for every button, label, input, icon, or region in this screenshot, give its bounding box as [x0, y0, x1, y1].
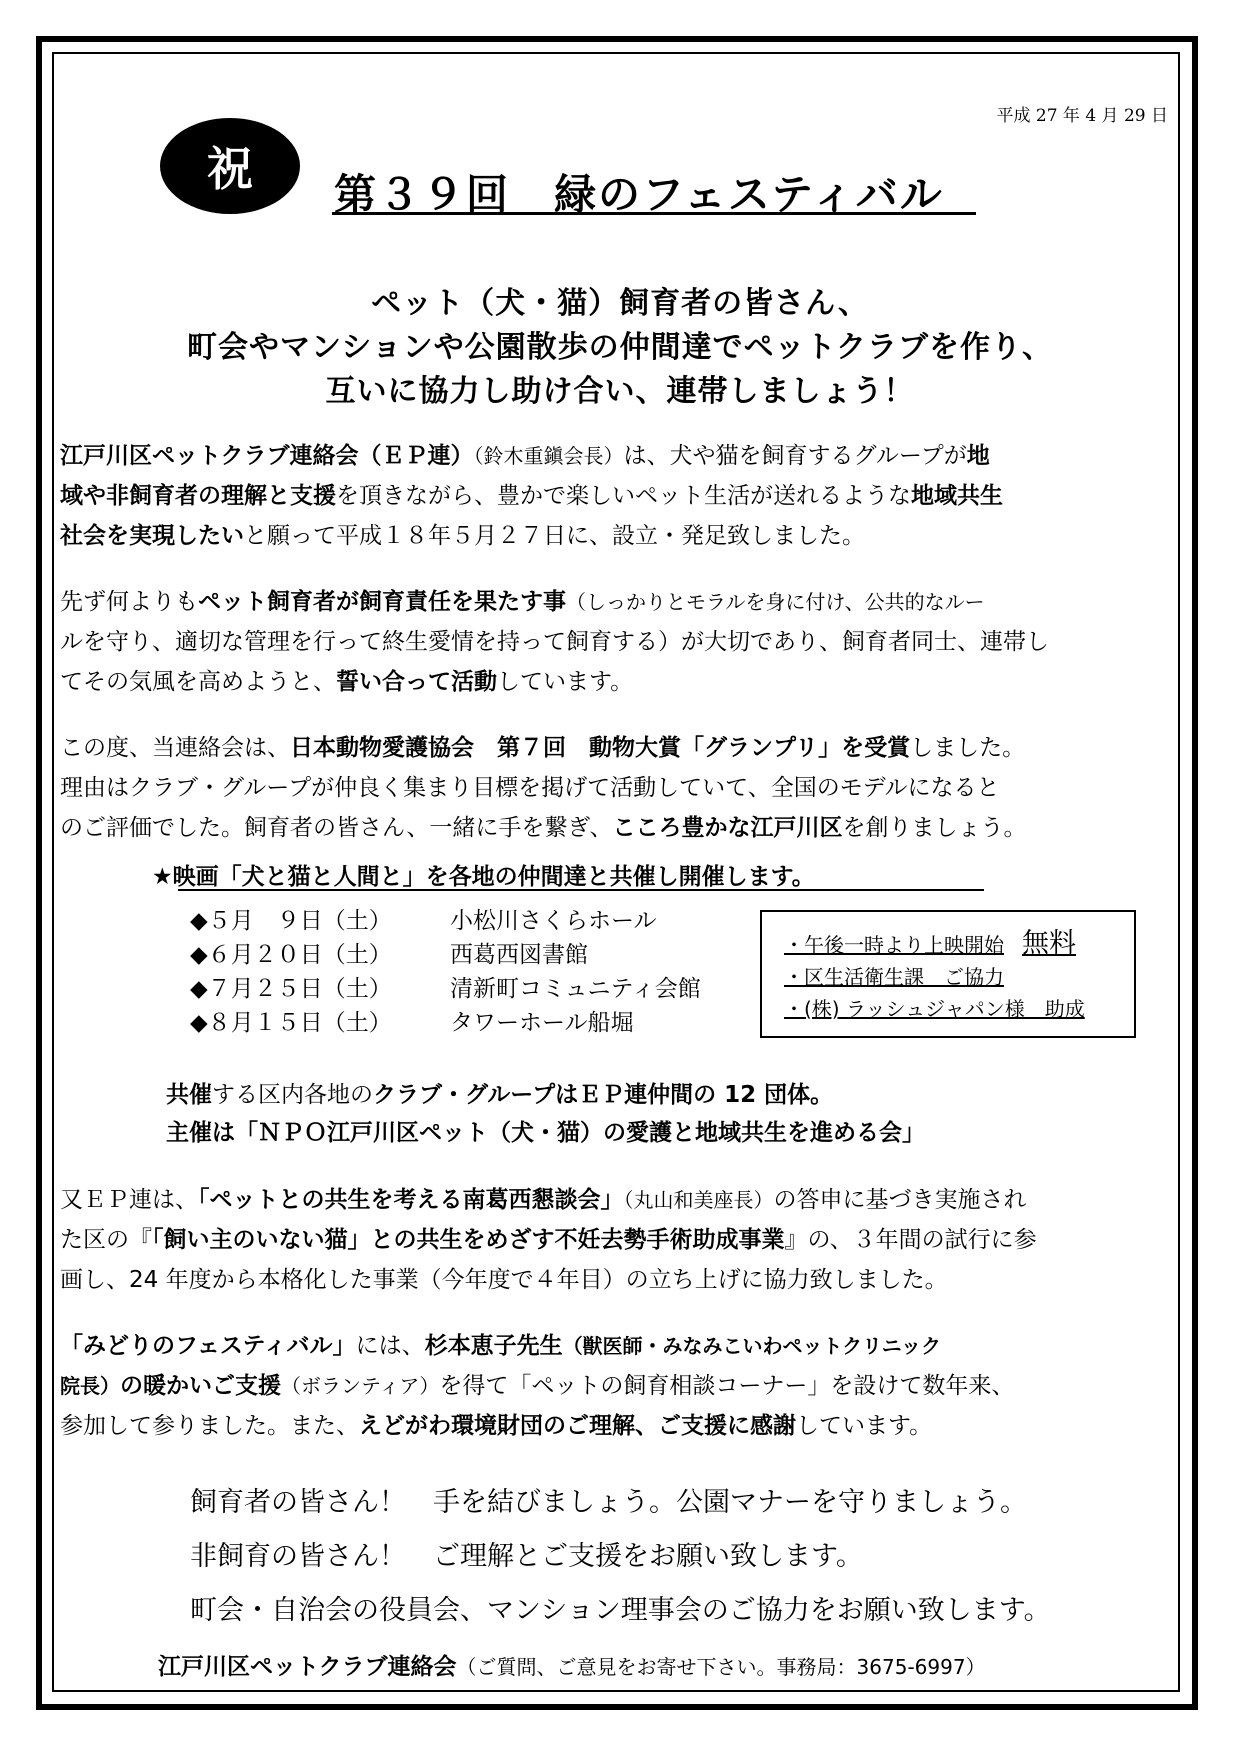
schedule-date: ◆７月２５日（土） — [190, 976, 392, 1002]
schedule-venue: 西葛西図書館 — [450, 942, 588, 968]
schedule-date: ◆８月１５日（土） — [190, 1010, 392, 1036]
text-bold: （獣医師・みなみこいわペットクリニック — [562, 1334, 941, 1358]
footer — [158, 1648, 986, 1681]
screening-info-box — [760, 910, 1136, 1038]
info-line — [784, 961, 1134, 993]
paragraph-line — [60, 768, 1180, 808]
paragraph-line — [60, 622, 1180, 662]
paragraph-line — [60, 808, 1180, 848]
info-line — [784, 993, 1134, 1025]
text: は、犬や猫を飼育するグループが — [623, 443, 967, 469]
free-admission: 無料 — [1022, 928, 1076, 959]
text: の答申に基づき実施され — [773, 1187, 1027, 1213]
org-name: 江戸川区ペットクラブ連絡会（ＥＰ連） — [60, 443, 474, 469]
text: のご評価でした。飼育者の皆さん、一緒に手を繋ぎ、 — [60, 815, 613, 841]
paragraph-line — [60, 1406, 1180, 1446]
text: には、 — [355, 1333, 425, 1359]
paragraph-line — [60, 436, 1180, 476]
text-bold: 「みどりのフェスティバル」 — [60, 1333, 356, 1359]
text-note: （丸山和美座長） — [623, 1188, 774, 1212]
text: しました。 — [910, 735, 1026, 761]
document-date: 平成 27 年 4 月 29 日 — [996, 106, 1168, 126]
paragraph-line — [60, 662, 1180, 702]
celebration-badge: 祝 — [160, 118, 300, 214]
schedule-venue: タワーホール船堀 — [450, 1010, 634, 1036]
schedule-date: ◆６月２０日（土） — [190, 942, 392, 968]
schedule-row — [190, 1006, 701, 1040]
footer-org: 江戸川区ペットクラブ連絡会 — [158, 1654, 457, 1680]
text-bold: 共催 — [166, 1082, 212, 1108]
text: を得て「ペットの飼育相談コーナー」を設けて数年来、 — [439, 1373, 1015, 1399]
schedule-row — [190, 972, 701, 1006]
screening-schedule — [190, 904, 701, 1040]
movie-heading-underline — [178, 889, 984, 891]
text-bold: 域や非飼育者の理解と支援 — [60, 483, 336, 509]
text-bold: えどがわ環境財団のご理解、ご支援に感謝 — [359, 1413, 796, 1439]
text: と願って平成１８年５月２７日に、設立・発足致しました。 — [244, 523, 865, 549]
text-bold: 社会を実現したい — [60, 523, 244, 549]
text-bold: は「ＮＰＯ江戸川区ペット（犬・猫）の愛護と地域共生を進める会」 — [212, 1120, 925, 1146]
text: しています。 — [497, 669, 634, 695]
text: この度、当連絡会は、 — [60, 735, 290, 761]
paragraph-line — [60, 582, 1180, 622]
text: 理由はクラブ・グループが仲良く集まり目標を掲げて活動していて、全国のモデルになると — [60, 775, 1000, 801]
text: 先ず何よりも — [60, 589, 198, 615]
text-bold: 地 — [966, 443, 990, 469]
text: 又ＥＰ連は、 — [60, 1187, 198, 1213]
text: 』の、３年間の試行に参 — [784, 1227, 1037, 1253]
paragraph-intro — [60, 436, 1180, 556]
paragraph-line — [60, 516, 1180, 556]
chairman: （鈴木重鎭会長） — [473, 444, 624, 468]
schedule-row — [190, 904, 701, 938]
appeal-line: 町会・自治会の役員会、マンション理事会のご協力をお願い致します。 — [190, 1595, 1051, 1626]
text-bold: 「飼い主のいない猫」との共生をめざす不妊去勢手術助成事業 — [152, 1227, 785, 1253]
paragraph-line — [60, 1260, 1180, 1300]
schedule-row — [190, 938, 701, 972]
text-bold: 主催 — [166, 1120, 212, 1146]
info-line — [784, 928, 1134, 961]
paragraph-award — [60, 728, 1180, 848]
paragraph-line — [60, 728, 1180, 768]
text-bold: 「ペットとの共生を考える南葛西懇談会」 — [198, 1187, 624, 1213]
movie-heading: ★映画「犬と猫と人間と」を各地の仲間達と共催し開催します。 — [152, 864, 815, 890]
paragraph-responsibility — [60, 582, 1180, 702]
organizer-line — [166, 1114, 925, 1147]
headline-line-2: 町会やマンションや公園散歩の仲間達でペットクラブを作り、 — [186, 330, 1054, 365]
text-bold: クラブ・グループはＥＰ連仲間の 12 団体。 — [373, 1082, 834, 1108]
appeal-line: 飼育者の皆さん！ 手を結びましょう。公園マナーを守りましょう。 — [190, 1487, 1027, 1518]
text-bold: 地域共生 — [911, 483, 1003, 509]
text: 参加して参りました。また、 — [60, 1413, 359, 1439]
paragraph-line — [60, 476, 1180, 516]
appeal-line: 非飼育の皆さん！ ご理解とご支援をお願い致します。 — [190, 1541, 863, 1572]
text: ルを守り、適切な管理を行って終生愛情を持って飼育する）が大切であり、飼育者同士、連帯し — [60, 629, 1049, 655]
paragraph-line — [60, 1326, 1180, 1366]
text: た区の『 — [60, 1227, 152, 1253]
text-bold: 院長） — [60, 1374, 120, 1398]
cooperation: ・区生活衛生課 ご協力 — [784, 965, 1004, 989]
text: しています。 — [796, 1413, 933, 1439]
text-note: （しっかりとモラルを身に付け、公共的なルー — [566, 590, 985, 614]
schedule-date: ◆５月 ９日（土） — [190, 908, 392, 934]
paragraph-cats-program — [60, 1180, 1180, 1300]
headline-line-3: 互いに協力し助け合い、連帯しましょう！ — [325, 374, 915, 409]
paragraph-line — [60, 1366, 1180, 1406]
text: する区内各地の — [212, 1082, 373, 1108]
text-bold: 日本動物愛護協会 第７回 動物大賞「グランプリ」を受賞 — [290, 735, 911, 761]
text: てその気風を高めようと、 — [60, 669, 336, 695]
text-note: （ボランティア） — [281, 1374, 440, 1398]
footer-contact: （ご質問、ご意見をお寄せ下さい。事務局：3675-6997） — [456, 1655, 986, 1679]
paragraph-line — [60, 1180, 1180, 1220]
sponsor: ・(株) ラッシュジャパン様 助成 — [784, 997, 1085, 1021]
title-underline — [332, 212, 976, 215]
text: を創りましょう。 — [842, 815, 1027, 841]
cohost-line — [166, 1076, 833, 1109]
start-time: ・午後一時より上映開始 — [784, 933, 1004, 957]
text-bold: こころ豊かな江戸川区 — [612, 815, 843, 841]
page-title: 第３９回 緑のフェスティバル — [334, 170, 944, 219]
text-bold: の暖かいご支援 — [120, 1373, 281, 1399]
text: を頂きながら、豊かで楽しいペット生活が送れるような — [336, 483, 911, 509]
paragraph-festival — [60, 1326, 1180, 1446]
schedule-venue: 小松川さくらホール — [450, 908, 657, 934]
text-bold: ペット飼育者が飼育責任を果たす事 — [198, 589, 566, 615]
text-bold: 杉本恵子先生 — [424, 1333, 563, 1359]
paragraph-line — [60, 1220, 1180, 1260]
schedule-venue: 清新町コミュニティ会館 — [450, 976, 701, 1002]
text: 画し、24 年度から本格化した事業（今年度で４年目）の立ち上げに協力致しました。 — [60, 1267, 948, 1293]
text-bold: 誓い合って活動 — [336, 669, 497, 695]
headline-line-1: ペット（犬・猫）飼育者の皆さん、 — [371, 286, 869, 321]
